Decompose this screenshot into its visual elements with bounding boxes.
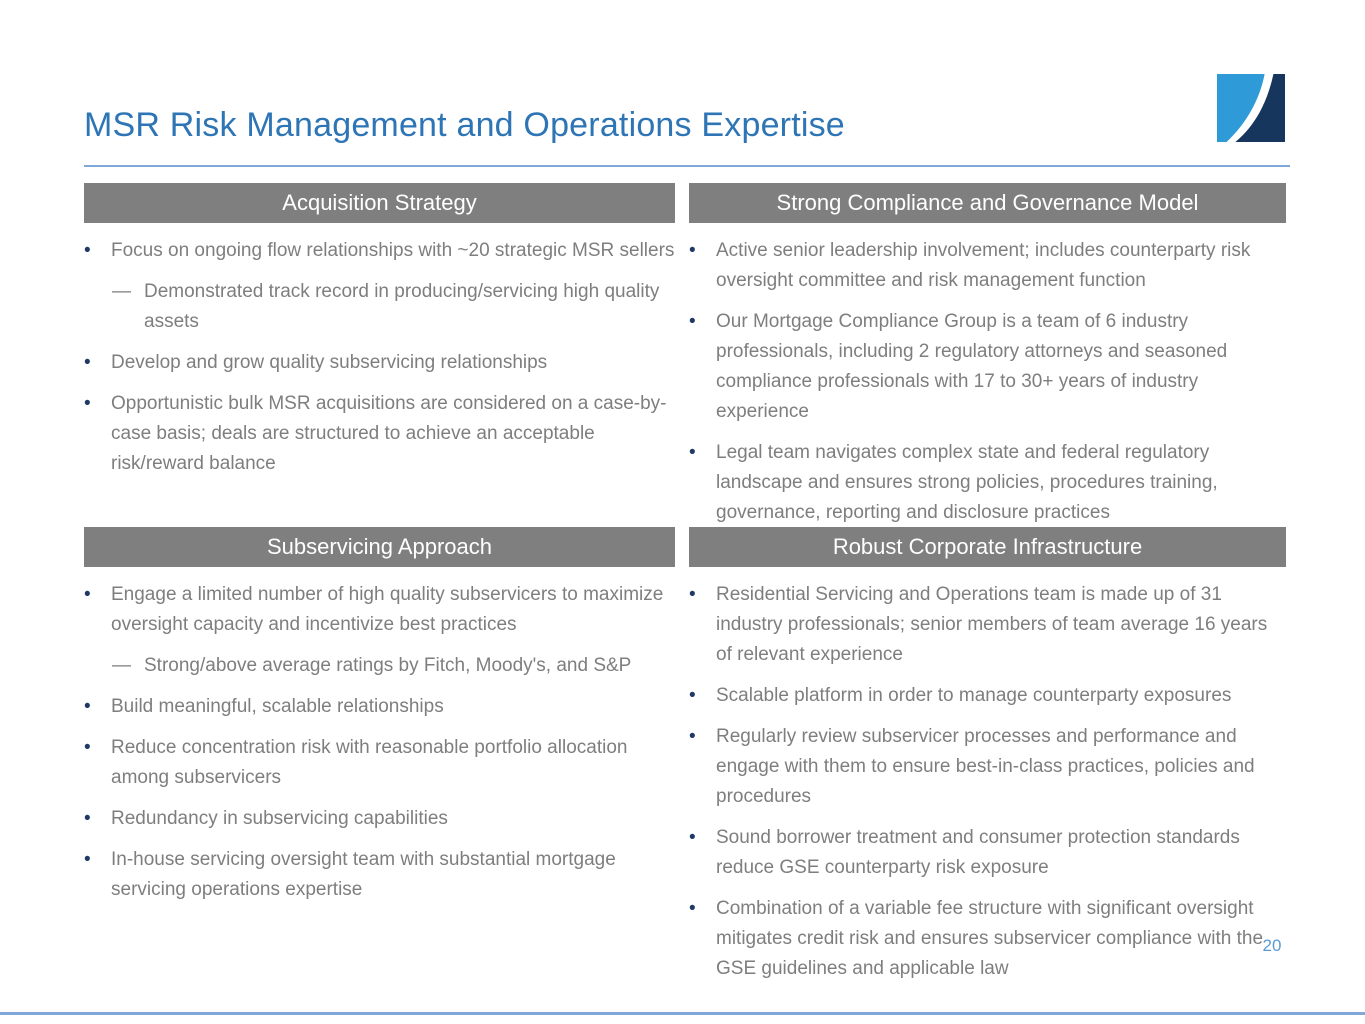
section-corporate-infrastructure xyxy=(689,527,1286,995)
bullet-text: Regularly review subservicer processes and performance and engage with them to ensure best-in-class practices, policies and procedures xyxy=(716,726,1255,807)
bullet-item xyxy=(84,733,675,793)
bullet-item xyxy=(689,894,1286,984)
bullet-item xyxy=(84,845,675,905)
bullet-text: Redundancy in subservicing capabilities xyxy=(111,808,448,829)
section-bullet-list xyxy=(84,223,675,479)
bullet-marker: • xyxy=(689,584,696,605)
bullet-text: Engage a limited number of high quality subservicers to maximize oversight capacity and incentivize best practices xyxy=(111,584,664,635)
dash-marker: — xyxy=(112,655,131,676)
section-subservicing-approach xyxy=(84,527,675,916)
bullet-text: Focus on ongoing flow relationships with ~20 strategic MSR sellers xyxy=(111,240,675,261)
bullet-marker: • xyxy=(689,240,696,261)
section-bullet-list xyxy=(84,567,675,905)
bullet-marker: • xyxy=(689,685,696,706)
page-title: MSR Risk Management and Operations Expertise xyxy=(84,106,845,144)
bullet-marker: • xyxy=(84,240,91,261)
bullet-text: Active senior leadership involvement; includes counterparty risk oversight committee and risk management function xyxy=(716,240,1251,291)
bullet-marker: • xyxy=(689,898,696,919)
bullet-item xyxy=(84,348,675,378)
bullet-text: Scalable platform in order to manage counterparty exposures xyxy=(716,685,1232,706)
page-number: 20 xyxy=(1262,936,1282,955)
section-compliance-governance xyxy=(689,183,1286,539)
bullet-text: Opportunistic bulk MSR acquisitions are considered on a case-by-case basis; deals are structured to achieve an acceptable risk/reward balance xyxy=(111,393,667,474)
section-header: Acquisition Strategy xyxy=(84,183,675,223)
bullet-text: Build meaningful, scalable relationships xyxy=(111,696,444,717)
bullet-marker: • xyxy=(689,311,696,332)
bullet-item xyxy=(84,804,675,834)
bullet-marker: • xyxy=(689,442,696,463)
bullet-marker: • xyxy=(84,393,91,414)
bullet-marker: • xyxy=(84,696,91,717)
bullet-item xyxy=(84,236,675,266)
bullet-item xyxy=(84,692,675,722)
bullet-text: In-house servicing oversight team with substantial mortgage servicing operations expertise xyxy=(111,849,616,900)
bullet-item xyxy=(689,823,1286,883)
sub-bullet-item xyxy=(84,651,675,681)
bullet-marker: • xyxy=(84,849,91,870)
bullet-item xyxy=(84,389,675,479)
bullet-text: Residential Servicing and Operations team is made up of 31 industry professionals; senior members of team average 16 years of relevant experience xyxy=(716,584,1268,665)
section-bullet-list xyxy=(689,567,1286,984)
bullet-text: Sound borrower treatment and consumer protection standards reduce GSE counterparty risk exposure xyxy=(716,827,1240,878)
bullet-text: Our Mortgage Compliance Group is a team of 6 industry professionals, including 2 regulatory attorneys and seasoned compliance professionals with 17 to 30+ years of industry experience xyxy=(716,311,1228,422)
bullet-item xyxy=(689,722,1286,812)
bullet-text: Reduce concentration risk with reasonable portfolio allocation among subservicers xyxy=(111,737,628,788)
bullet-item xyxy=(689,580,1286,670)
bullet-marker: • xyxy=(689,726,696,747)
bullet-item xyxy=(689,438,1286,528)
footer-rule xyxy=(0,1012,1365,1015)
bullet-text: Strong/above average ratings by Fitch, Moody's, and S&P xyxy=(144,655,632,676)
bullet-marker: • xyxy=(84,352,91,373)
bullet-marker: • xyxy=(84,808,91,829)
bullet-item xyxy=(689,236,1286,296)
sub-bullet-item xyxy=(84,277,675,337)
bullet-marker: • xyxy=(84,737,91,758)
dash-marker: — xyxy=(112,281,131,302)
company-logo-icon xyxy=(1217,70,1285,146)
bullet-item xyxy=(84,580,675,640)
bullet-marker: • xyxy=(689,827,696,848)
section-header: Subservicing Approach xyxy=(84,527,675,567)
bullet-text: Legal team navigates complex state and federal regulatory landscape and ensures strong policies, procedures training, governance, reporting and disclosure practices xyxy=(716,442,1218,523)
bullet-text: Demonstrated track record in producing/servicing high quality assets xyxy=(144,281,660,332)
title-underline xyxy=(84,165,1290,167)
bullet-marker: • xyxy=(84,584,91,605)
section-header: Robust Corporate Infrastructure xyxy=(689,527,1286,567)
bullet-text: Develop and grow quality subservicing relationships xyxy=(111,352,548,373)
bullet-item xyxy=(689,681,1286,711)
bullet-item xyxy=(689,307,1286,427)
section-acquisition-strategy xyxy=(84,183,675,490)
section-header: Strong Compliance and Governance Model xyxy=(689,183,1286,223)
section-bullet-list xyxy=(689,223,1286,528)
bullet-text: Combination of a variable fee structure with significant oversight mitigates credit risk and ensures subservicer compliance with the GSE guidelines and applicable law xyxy=(716,898,1264,979)
